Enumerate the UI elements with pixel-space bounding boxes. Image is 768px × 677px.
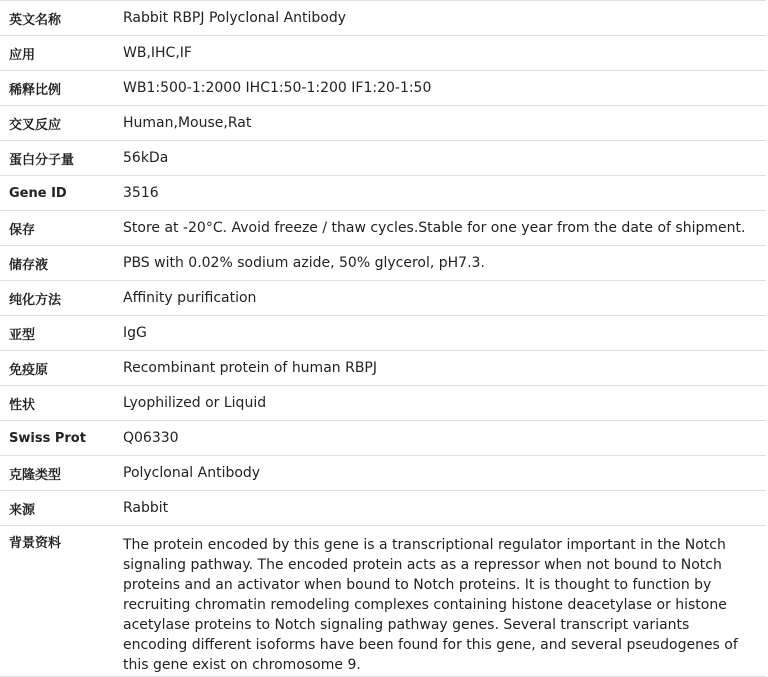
row-value: WB1:500-1:2000 IHC1:50-1:200 IF1:20-1:50 <box>123 80 432 96</box>
row-gene-id <box>0 176 766 211</box>
row-isotype <box>0 316 766 351</box>
row-immunogen <box>0 351 766 386</box>
row-value: Q06330 <box>123 430 179 446</box>
row-storage <box>0 211 766 246</box>
row-label: 保存 <box>9 222 36 238</box>
row-value: Rabbit RBPJ Polyclonal Antibody <box>123 10 347 26</box>
row-application <box>0 36 766 71</box>
row-value: Rabbit <box>123 500 169 516</box>
row-molecular-weight <box>0 141 766 176</box>
row-label: 交叉反应 <box>9 117 62 133</box>
row-swiss-prot <box>0 421 766 456</box>
row-label: Gene ID <box>9 185 67 201</box>
row-clonality <box>0 456 766 491</box>
row-value: PBS with 0.02% sodium azide, 50% glycerol, pH7.3. <box>123 255 485 271</box>
row-purification <box>0 281 766 316</box>
row-value: Human,Mouse,Rat <box>123 115 252 131</box>
row-english-name <box>0 1 766 36</box>
row-value: Store at -20°C. Avoid freeze / thaw cycles.Stable for one year from the date of shipment. <box>123 220 746 236</box>
row-storage-buffer <box>0 246 766 281</box>
row-label: 蛋白分子量 <box>9 152 75 168</box>
row-value: Recombinant protein of human RBPJ <box>123 360 378 376</box>
row-label: 背景资料 <box>9 536 62 551</box>
row-value: 56kDa <box>123 150 169 166</box>
row-background <box>0 526 766 677</box>
row-label: 纯化方法 <box>9 292 62 308</box>
background-description: The protein encoded by this gene is a transcriptional regulator important in the Notch signaling pathway. The encoded protein acts as a repressor when not bound to Notch proteins and an activator when bound to Notch proteins. It is thought to function by recruiting chromatin remodeling complexes containing histone deacetylase or histone acetylase proteins to Notch signaling pathway genes. Several transcript variants encoding different isoforms have been found for this gene, and several pseudogenes of this gene exist on chromosome 9. <box>123 537 738 673</box>
row-label: 亚型 <box>9 327 36 343</box>
row-value: Lyophilized or Liquid <box>123 395 267 411</box>
row-value: IgG <box>123 325 147 341</box>
row-label: 应用 <box>9 47 36 63</box>
row-label: 稀释比例 <box>9 82 62 98</box>
row-label: 克隆类型 <box>9 467 62 483</box>
row-label: 来源 <box>9 502 36 518</box>
row-label: Swiss Prot <box>9 430 86 446</box>
row-label: 免疫原 <box>9 362 49 378</box>
row-form <box>0 386 766 421</box>
row-host <box>0 491 766 526</box>
row-cross-reactivity <box>0 106 766 141</box>
row-dilution <box>0 71 766 106</box>
row-value: Polyclonal Antibody <box>123 465 261 481</box>
row-value: WB,IHC,IF <box>123 45 192 61</box>
row-label: 储存液 <box>9 257 49 273</box>
row-label: 性状 <box>9 397 36 413</box>
row-label: 英文名称 <box>9 12 62 28</box>
row-value: Affinity purification <box>123 290 257 306</box>
row-value: 3516 <box>123 185 159 201</box>
